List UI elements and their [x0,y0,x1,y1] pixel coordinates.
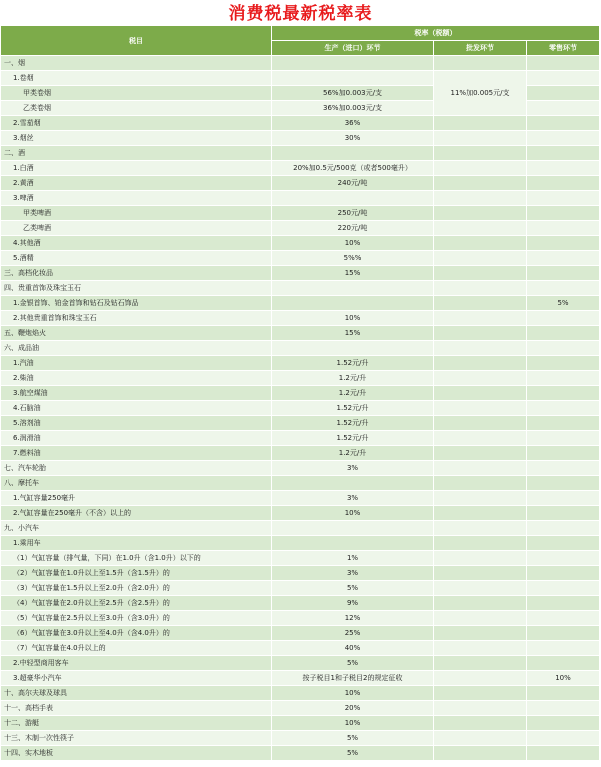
production-rate-cell: 250元/吨 [272,206,434,221]
table-row [1,191,600,206]
wholesale-rate-cell [434,641,527,656]
wholesale-rate-cell [434,146,527,161]
table-row [1,746,600,761]
table-row [1,581,600,596]
wholesale-rate-cell [434,311,527,326]
table-row [1,596,600,611]
production-rate-cell [272,146,434,161]
table-row [1,686,600,701]
table-row [1,671,600,686]
tax-item-cell: （1）气缸容量（排气量，下同）在1.0升（含1.0升）以下的 [1,551,272,566]
retail-rate-cell [527,146,600,161]
production-rate-cell: 36%加0.003元/支 [272,101,434,116]
production-rate-cell: 40% [272,641,434,656]
production-rate-cell: 3% [272,491,434,506]
production-rate-cell: 1.2元/升 [272,446,434,461]
production-rate-cell [272,71,434,86]
table-row [1,386,600,401]
production-rate-cell [272,281,434,296]
wholesale-rate-cell [434,506,527,521]
retail-rate-cell [527,251,600,266]
tax-item-cell: 3.啤酒 [1,191,272,206]
production-rate-cell: 240元/吨 [272,176,434,191]
wholesale-rate-cell [434,251,527,266]
retail-rate-cell [527,236,600,251]
production-rate-cell: 12% [272,611,434,626]
tax-item-cell: 三、高档化妆品 [1,266,272,281]
production-rate-cell [272,56,434,71]
wholesale-rate-cell [434,611,527,626]
wholesale-rate-cell [434,551,527,566]
header-production: 生产（进口）环节 [272,41,434,56]
tax-item-cell: 七、汽车轮胎 [1,461,272,476]
tax-item-cell: 四、贵重首饰及珠宝玉石 [1,281,272,296]
tax-item-cell: 2.柴油 [1,371,272,386]
production-rate-cell: 3% [272,461,434,476]
production-rate-cell: 1.2元/升 [272,371,434,386]
table-row [1,56,600,71]
table-row [1,281,600,296]
production-rate-cell: 56%加0.003元/支 [272,86,434,101]
tax-item-cell: （4）气缸容量在2.0升以上至2.5升（含2.5升）的 [1,596,272,611]
production-rate-cell: 15% [272,326,434,341]
tax-item-cell: （2）气缸容量在1.0升以上至1.5升（含1.5升）的 [1,566,272,581]
production-rate-cell: 25% [272,626,434,641]
retail-rate-cell [527,281,600,296]
wholesale-rate-cell [434,341,527,356]
table-row [1,146,600,161]
wholesale-rate-cell [434,401,527,416]
retail-rate-cell [527,581,600,596]
production-rate-cell: 10% [272,311,434,326]
table-row [1,431,600,446]
wholesale-rate-cell [434,656,527,671]
retail-rate-cell [527,626,600,641]
tax-item-cell: 十二、游艇 [1,716,272,731]
production-rate-cell: 5% [272,656,434,671]
tax-item-cell: 2.气缸容量在250毫升（不含）以上的 [1,506,272,521]
tax-item-cell: （5）气缸容量在2.5升以上至3.0升（含3.0升）的 [1,611,272,626]
retail-rate-cell [527,101,600,116]
production-rate-cell: 20%加0.5元/500克（或者500毫升） [272,161,434,176]
tax-item-cell: （6）气缸容量在3.0升以上至4.0升（含4.0升）的 [1,626,272,641]
production-rate-cell: 1.52元/升 [272,416,434,431]
wholesale-rate-cell [434,266,527,281]
table-row [1,266,600,281]
tax-item-cell: 十一、高档手表 [1,701,272,716]
retail-rate-cell [527,326,600,341]
table-row [1,176,600,191]
table-row [1,371,600,386]
tax-item-cell: 5.酒精 [1,251,272,266]
retail-rate-cell [527,536,600,551]
tax-item-cell: 6.润滑油 [1,431,272,446]
wholesale-rate-cell [434,206,527,221]
production-rate-cell: 5% [272,581,434,596]
table-row [1,251,600,266]
tax-item-cell: 1.金银首饰、铂金首饰和钻石及钻石饰品 [1,296,272,311]
retail-rate-cell [527,206,600,221]
production-rate-cell: 10% [272,506,434,521]
retail-rate-cell [527,746,600,761]
tax-item-cell: 5.溶剂油 [1,416,272,431]
tax-item-cell: 甲类啤酒 [1,206,272,221]
tax-item-cell: 1.汽油 [1,356,272,371]
production-rate-cell [272,536,434,551]
retail-rate-cell [527,131,600,146]
tax-item-cell: 1.卷烟 [1,71,272,86]
production-rate-cell: 3% [272,566,434,581]
tax-item-cell: 二、酒 [1,146,272,161]
table-row [1,716,600,731]
wholesale-rate-cell [434,701,527,716]
retail-rate-cell [527,716,600,731]
wholesale-rate-cell [434,536,527,551]
tax-item-cell: 十、高尔夫球及球具 [1,686,272,701]
table-row [1,326,600,341]
production-rate-cell: 10% [272,686,434,701]
production-rate-cell: 5% [272,746,434,761]
retail-rate-cell [527,266,600,281]
tax-item-cell: 7.燃料油 [1,446,272,461]
wholesale-rate-cell [434,281,527,296]
retail-rate-cell [527,521,600,536]
retail-rate-cell [527,356,600,371]
retail-rate-cell [527,401,600,416]
production-rate-cell: 1.52元/升 [272,356,434,371]
wholesale-rate-cell [434,386,527,401]
tax-item-cell: 六、成品油 [1,341,272,356]
tax-item-cell: 2.其他贵重首饰和珠宝玉石 [1,311,272,326]
wholesale-rate-cell [434,746,527,761]
table-row [1,401,600,416]
header-item: 税目 [1,26,272,56]
table-row [1,626,600,641]
production-rate-cell: 220元/吨 [272,221,434,236]
table-row [1,536,600,551]
tax-item-cell: 2.黄酒 [1,176,272,191]
retail-rate-cell [527,611,600,626]
production-rate-cell: 5%% [272,251,434,266]
retail-rate-cell [527,416,600,431]
retail-rate-cell [527,506,600,521]
retail-rate-cell [527,596,600,611]
production-rate-cell: 按子税目1和子税目2的规定征收 [272,671,434,686]
tax-item-cell: 3.航空煤油 [1,386,272,401]
table-row [1,461,600,476]
tax-item-cell: 十三、木制一次性筷子 [1,731,272,746]
table-row [1,416,600,431]
table-row [1,446,600,461]
tax-item-cell: 3.超豪华小汽车 [1,671,272,686]
tax-item-cell: 一、烟 [1,56,272,71]
table-row [1,491,600,506]
table-row [1,341,600,356]
retail-rate-cell: 10% [527,671,600,686]
retail-rate-cell [527,371,600,386]
retail-rate-cell [527,56,600,71]
tax-item-cell: （7）气缸容量在4.0升以上的 [1,641,272,656]
retail-rate-cell [527,551,600,566]
retail-rate-cell [527,386,600,401]
table-row [1,701,600,716]
production-rate-cell: 10% [272,236,434,251]
retail-rate-cell [527,311,600,326]
production-rate-cell: 10% [272,716,434,731]
retail-rate-cell [527,431,600,446]
retail-rate-cell [527,701,600,716]
tax-item-cell: 4.其他酒 [1,236,272,251]
header-rate: 税率（税额） [272,26,600,41]
retail-rate-cell [527,176,600,191]
tax-rate-table [0,25,600,761]
wholesale-rate-cell [434,581,527,596]
retail-rate-cell [527,491,600,506]
production-rate-cell: 9% [272,596,434,611]
wholesale-rate-cell [434,326,527,341]
table-row [1,161,600,176]
wholesale-rate-cell [434,56,527,71]
production-rate-cell: 1.2元/升 [272,386,434,401]
page-title: 消费税最新税率表 [228,4,373,24]
table-row [1,71,600,86]
table-row [1,641,600,656]
retail-rate-cell [527,731,600,746]
header-wholesale: 批发环节 [434,41,527,56]
retail-rate-cell [527,446,600,461]
wholesale-rate-cell [434,716,527,731]
table-row [1,521,600,536]
table-row [1,476,600,491]
tax-item-cell: 2.雪茄烟 [1,116,272,131]
retail-rate-cell [527,566,600,581]
tax-item-cell: 4.石脑油 [1,401,272,416]
wholesale-rate-cell [434,191,527,206]
table-row [1,506,600,521]
wholesale-rate-cell [434,131,527,146]
tax-item-cell: （3）气缸容量在1.5升以上至2.0升（含2.0升）的 [1,581,272,596]
retail-rate-cell [527,476,600,491]
header-retail: 零售环节 [527,41,600,56]
table-row [1,236,600,251]
tax-item-cell: 九、小汽车 [1,521,272,536]
production-rate-cell: 1.52元/升 [272,401,434,416]
wholesale-rate-cell [434,371,527,386]
wholesale-rate-cell [434,626,527,641]
table-body [1,56,600,761]
production-rate-cell [272,476,434,491]
table-row [1,731,600,746]
table-row [1,551,600,566]
wholesale-rate-cell [434,161,527,176]
retail-rate-cell [527,461,600,476]
wholesale-rate-cell [434,596,527,611]
production-rate-cell: 5% [272,731,434,746]
table-row [1,656,600,671]
tax-item-cell: 十四、实木地板 [1,746,272,761]
wholesale-rate-cell [434,566,527,581]
retail-rate-cell [527,116,600,131]
table-row [1,206,600,221]
wholesale-rate-cell [434,446,527,461]
wholesale-rate-cell [434,116,527,131]
tax-item-cell: 乙类啤酒 [1,221,272,236]
table-row [1,356,600,371]
production-rate-cell [272,341,434,356]
tax-item-cell: 2.中轻型商用客车 [1,656,272,671]
table-row [1,221,600,236]
wholesale-rate-cell [434,176,527,191]
table-row [1,611,600,626]
production-rate-cell: 36% [272,116,434,131]
table-row [1,131,600,146]
tax-item-cell: 甲类卷烟 [1,86,272,101]
wholesale-rate-cell [434,221,527,236]
production-rate-cell: 30% [272,131,434,146]
table-row [1,116,600,131]
production-rate-cell: 1% [272,551,434,566]
tax-item-cell: 3.烟丝 [1,131,272,146]
tax-item-cell: 1.气缸容量250毫升 [1,491,272,506]
production-rate-cell [272,191,434,206]
table-row [1,311,600,326]
retail-rate-cell [527,221,600,236]
wholesale-rate-cell [434,236,527,251]
production-rate-cell: 1.52元/升 [272,431,434,446]
retail-rate-cell [527,86,600,101]
retail-rate-cell [527,641,600,656]
wholesale-rate-cell [434,731,527,746]
wholesale-rate-cell [434,491,527,506]
tax-item-cell: 乙类卷烟 [1,101,272,116]
tax-item-cell: 八、摩托车 [1,476,272,491]
tax-item-cell: 1.乘用车 [1,536,272,551]
retail-rate-cell [527,656,600,671]
tax-item-cell: 五、鞭炮焰火 [1,326,272,341]
wholesale-rate-cell [434,416,527,431]
retail-rate-cell: 5% [527,296,600,311]
wholesale-rate-cell [434,521,527,536]
retail-rate-cell [527,191,600,206]
wholesale-rate-cell [434,476,527,491]
retail-rate-cell [527,341,600,356]
production-rate-cell: 20% [272,701,434,716]
wholesale-rate-cell [434,671,527,686]
tax-item-cell: 1.白酒 [1,161,272,176]
production-rate-cell [272,521,434,536]
wholesale-rate-cell [434,461,527,476]
table-row [1,296,600,311]
table-row [1,566,600,581]
wholesale-rate-cell [434,296,527,311]
wholesale-rate-cell [434,431,527,446]
retail-rate-cell [527,686,600,701]
wholesale-rate-cell [434,686,527,701]
wholesale-rate-cell: 11%加0.005元/支 [434,71,527,116]
retail-rate-cell [527,161,600,176]
wholesale-rate-cell [434,356,527,371]
production-rate-cell [272,296,434,311]
production-rate-cell: 15% [272,266,434,281]
retail-rate-cell [527,71,600,86]
